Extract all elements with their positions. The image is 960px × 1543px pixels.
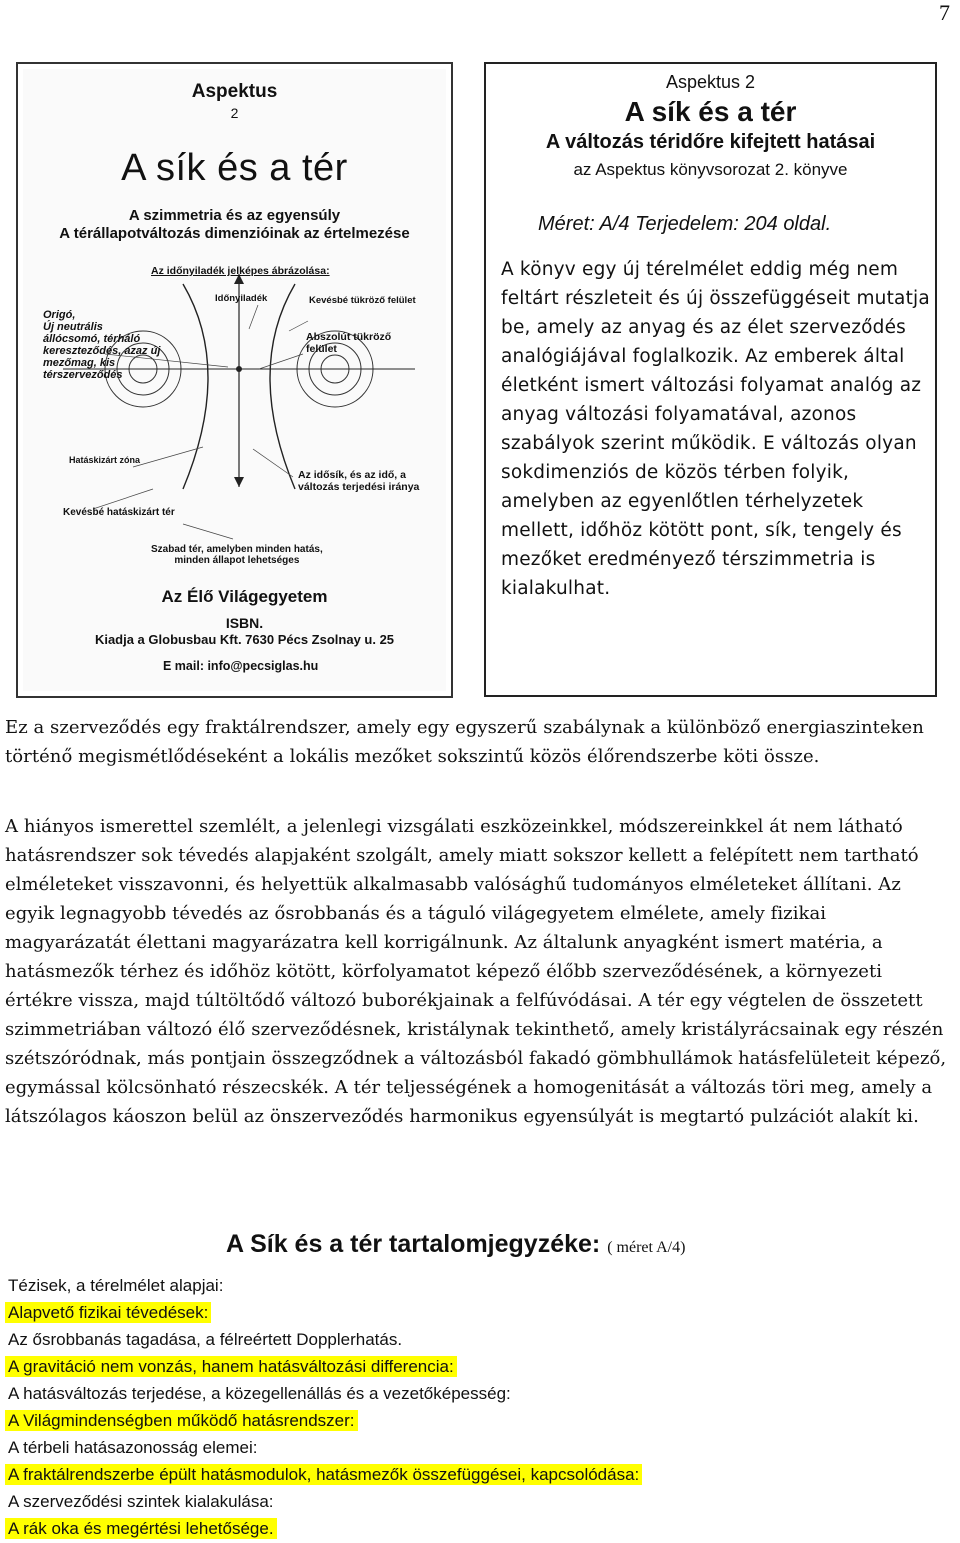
toc-item-text: A szerveződési szintek kialakulása: [8,1492,274,1511]
book-cover [16,62,453,698]
label-kevesbe-hatas: Kevésbé hatáskizárt tér [63,507,175,518]
desc-book: az Aspektus könyvsorozat 2. könyve [573,160,848,179]
toc-item [5,1380,642,1407]
desc-body: A könyv egy új térelmélet eddig még nem feltárt részleteit és új összefüggéseit mutatja be, amely az anyag és az élet szerveződés analógiájával foglalkozik. Az emberek által életként ismert változási folyamat analóg az anyag változási folyamatával, azonos szabályok szerint működik. E változás olyan sokdimenziós de közös térben folyik, amelyben az egyenlőtlen térhelyzetek mellett, időhöz kötött pont, sík, tengely és mezőket eredményező térszimmetria is kialakulhat. [501,259,930,599]
diagram-title: Az időnyiladék jelképes ábrázolása: [151,265,330,277]
toc-item-text: A hatásváltozás terjedése, a közegellenállás és a vezetőképesség: [8,1384,511,1403]
cover-subtitle-2: A térállapotváltozás dimenzióinak az értelmezése [59,225,410,242]
desc-size: Méret: A/4 Terjedelem: 204 oldal. [538,213,832,235]
paragraph-2: A hiányos ismerettel szemlélt, a jelenlegi vizsgálati eszközeinkkel, módszereinkkel át nem látható hatásrendszer sok tévedés alapjaként szolgált, amely miatt sokszor kellett a felépített nem tartható elméleteket visszavonni, és helyettük alkalmasabb valósághű tudományos elméleteket állítani. Az egyik legnagyobb tévedés az ősrobbanás és a táguló világegyetem elmélete, amely fizikai magyarázatát élettani magyarázatra kell korrigálnunk. Az általunk anyagként ismert matéria, a hatásmezők térhez és időhöz kötött, körfolyamatot képező élőbb szerveződésének, a környezeti értékre vissza, majd túltöltődő változó buborékjainak a felfúvódásai. A tér egy végtelen de összetett szimmetriában változó élő szerveződésnek, kristálynak tekinthető, amely kristályrácsainak egy részén szétszóródnak, más pontjain összegződnek a változásból fakadó gömbhullámok hatásfelületeit képező, egymással kölcsönható részecskék. A tér teljességének a homogenitását a változás töri meg, amely a látszólagos káoszon belül az önszerveződés harmonikus egyensúlyát is megtartó pulzációt alakít ki. [5,816,947,1127]
toc-item-text: A gravitáció nem vonzás, hanem hatásváltozási differencia: [5,1356,457,1377]
desc-series: Aspektus 2 [665,72,756,92]
toc-list [5,1272,642,1542]
cover-isbn: ISBN. [225,615,264,631]
toc-item [5,1353,642,1380]
label-idonyiladek: Időnyiladék [215,293,268,304]
toc-item [5,1407,642,1434]
cover-publisher: Kiadja a Globusbau Kft. 7630 Pécs Zsolnay u. 25 [94,632,395,647]
cover-email: E mail: info@pecsiglas.hu [163,659,319,673]
paragraph-1: Ez a szerveződés egy fraktálrendszer, amely egy egyszerű szabálynak a különböző energiaszinteken történő megismétlődéseként a lokális mezőket sokszintű közös élőrendszerbe köti össze. [5,717,924,767]
toc-item [5,1272,642,1299]
cover-subtitle-1: A szimmetria és az egyensúly [128,207,341,224]
toc-item-text: Alapvető fizikai tévedések: [5,1302,211,1323]
toc-item-text: A térbeli hatásazonosság elemei: [8,1438,258,1457]
toc-item [5,1326,642,1353]
description-box [484,62,937,697]
cover-world: Az Élő Világegyetem [161,587,328,606]
toc-item-text: Az ősrobbanás tagadása, a félreértett Dopplerhatás. [8,1330,403,1349]
toc-item-text: A Világmindenségben működő hatásrendszer: [5,1410,358,1431]
toc-item-text: Tézisek, a térelmélet alapjai: [8,1276,224,1295]
label-idosik: Az idősík, és az idő, a változás terjedési iránya [298,469,420,493]
desc-subtitle: A változás téridőre kifejtett hatásai [545,131,876,153]
label-abszolut: Abszolút tükröző felület [306,331,392,355]
toc-size-note: ( méret A/4) [607,1239,686,1256]
toc-item [5,1515,642,1542]
label-szabad-ter: Szabad tér, amelyben minden hatás, minden állapot lehetséges [151,544,323,566]
desc-title: A sík és a tér [624,96,797,127]
toc-item [5,1299,642,1326]
cover-series: Aspektus [191,81,278,102]
toc-item [5,1461,642,1488]
cover-inner [23,69,446,691]
label-origo: Origó, Új neutrális állócsomó, térháló kereszteződés, azaz új mezőmag, kis térszerveződés [43,309,161,381]
toc-item-text: A rák oka és megértési lehetősége. [5,1518,277,1539]
cover-number: 2 [230,105,239,121]
page-number: 7 [939,0,950,25]
toc-item [5,1434,642,1461]
toc-title-text: A Sík és a tér tartalomjegyzéke: [226,1230,601,1258]
toc-item [5,1488,642,1515]
toc-title [226,1230,685,1259]
label-hatas-zona: Hatáskizárt zóna [69,455,141,465]
toc-item-text: A fraktálrendszerbe épült hatásmodulok, hatásmezők összefüggései, kapcsolódása: [5,1464,642,1485]
cover-title: A sík és a tér [121,147,348,189]
label-kevesbe-tukrozo: Kevésbé tükröző felület [309,295,416,306]
